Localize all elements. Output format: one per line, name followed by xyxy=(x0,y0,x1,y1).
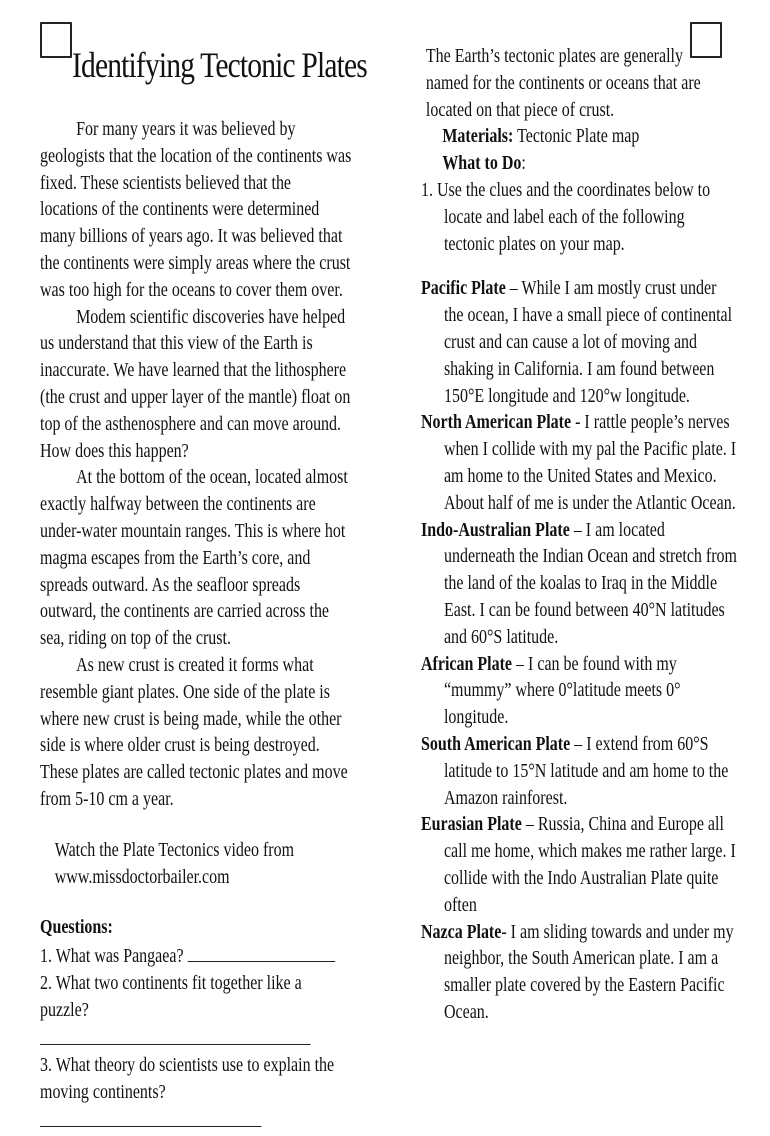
paragraph-3: At the bottom of the ocean, located almost exactly halfway between the continents are under-water mountain ranges. This is where hot magma escapes from the Earth’s core, and spreads outward. As the seafloor spreads outward, the continents are carried across the sea, riding on top of the crust. xyxy=(40,467,348,650)
materials-label: Materials: xyxy=(442,126,514,148)
paragraph-2: Modem scientific discoveries have helped us understand that this view of the Earth is inaccurate. We have learned that the lithosphere (the crust and upper layer of the mantle) float on top of the asthenosphere and can move around. How does this happen? xyxy=(40,306,351,462)
plate-clue: – I am located underneath the Indian Ocean and stretch from the land of the koalas to Iraq in the Middle East. I can be found between 40°N latitudes and 60°S latitude. xyxy=(443,519,737,648)
plate-name: Nazca Plate xyxy=(421,921,502,943)
question-1 xyxy=(40,942,352,971)
what-to-do-label: What to Do xyxy=(442,153,522,175)
plate-clue: - I rattle people’s nerves when I collide with my pal the Pacific plate. I am home to the United States and Mexico. About half of me is under the Atlantic Ocean. xyxy=(443,412,737,514)
video-instruction xyxy=(40,838,366,892)
answer-2-field[interactable] xyxy=(40,1025,311,1045)
materials-line xyxy=(421,124,738,151)
title-underline xyxy=(40,56,70,57)
questions-heading: Questions: xyxy=(40,917,113,939)
plate-indo-australian xyxy=(421,518,739,652)
plate-name: Indo-Australian Plate xyxy=(421,519,570,541)
question-3 xyxy=(40,1053,352,1135)
plate-name: North American Plate xyxy=(421,412,572,434)
video-text: Watch the Plate Tectonics video from xyxy=(54,839,295,861)
plate-clue: - I am sliding towards and under my neighbor, the South American plate. I am a smaller plate covered by the Eastern Pacific Ocean. xyxy=(443,921,734,1023)
video-url-link[interactable]: www.missdoctorbailer.com xyxy=(54,866,230,888)
paragraph-4: As new crust is created it forms what resemble giant plates. One side of the plate is where new crust is being made, while the other side is where older crust is being destroyed. These plates are called tectonic plates and move from 5-10 cm a year. xyxy=(40,654,348,810)
plate-name: African Plate xyxy=(421,653,513,675)
plate-pacific xyxy=(421,276,739,410)
intro-paragraph: The Earth’s tectonic plates are generally named for the continents or oceans that are located on that piece of crust. xyxy=(425,46,701,121)
plate-clue: – I can be found with my “mummy” where 0°latitude meets 0° longitude. xyxy=(443,653,681,729)
plate-name: Pacific Plate xyxy=(421,278,506,300)
paragraph-1: For many years it was believed by geologists that the location of the continents was fixed. These scientists believed that the locations of the continents were determined many billions of years ago. It was believed that the continents were simply areas where the crust was too high for the oceans to cover them over. xyxy=(40,119,352,301)
answer-3-field[interactable] xyxy=(40,1107,261,1127)
plate-north-american xyxy=(421,410,739,517)
plate-nazca xyxy=(421,920,739,1027)
what-to-do-colon: : xyxy=(521,153,526,175)
answer-2-line xyxy=(40,1025,352,1054)
plate-clue: – I extend from 60°S latitude to 15°N latitude and am home to the Amazon rainforest. xyxy=(443,733,729,809)
question-1-text: 1. What was Pangaea? xyxy=(40,946,184,968)
question-2 xyxy=(40,971,352,1025)
left-column xyxy=(40,117,350,1136)
checkbox-top-left[interactable] xyxy=(40,22,72,58)
plate-south-american xyxy=(421,732,739,812)
plate-clue: – While I am mostly crust under the ocean, I have a small piece of continental crust and can cause a lot of moving and shaking in California. I am found between 150°E longitude and 120°w longitude. xyxy=(443,278,733,407)
right-column xyxy=(421,44,737,1027)
question-2-text: 2. What two continents fit together like a puzzle? xyxy=(40,972,302,1021)
materials-value: Tectonic Plate map xyxy=(517,126,640,148)
plate-eurasian xyxy=(421,812,739,919)
page-title: Identifying Tectonic Plates xyxy=(72,45,367,85)
instruction-step-1: 1. Use the clues and the coordinates below to locate and label each of the following tectonic plates on your map. xyxy=(421,179,711,255)
plate-clue: – Russia, China and Europe all call me home, which makes me rather large. I collide with the Indo Australian Plate quite often xyxy=(443,814,736,916)
plate-name: South American Plate xyxy=(421,733,571,755)
what-to-do-line xyxy=(421,151,738,178)
spacer xyxy=(421,258,721,276)
question-3-text: 3. What theory do scientists use to explain the moving continents? xyxy=(40,1055,335,1104)
answer-1-field[interactable] xyxy=(188,942,336,962)
plate-african xyxy=(421,652,739,732)
plate-name: Eurasian Plate xyxy=(421,814,522,836)
